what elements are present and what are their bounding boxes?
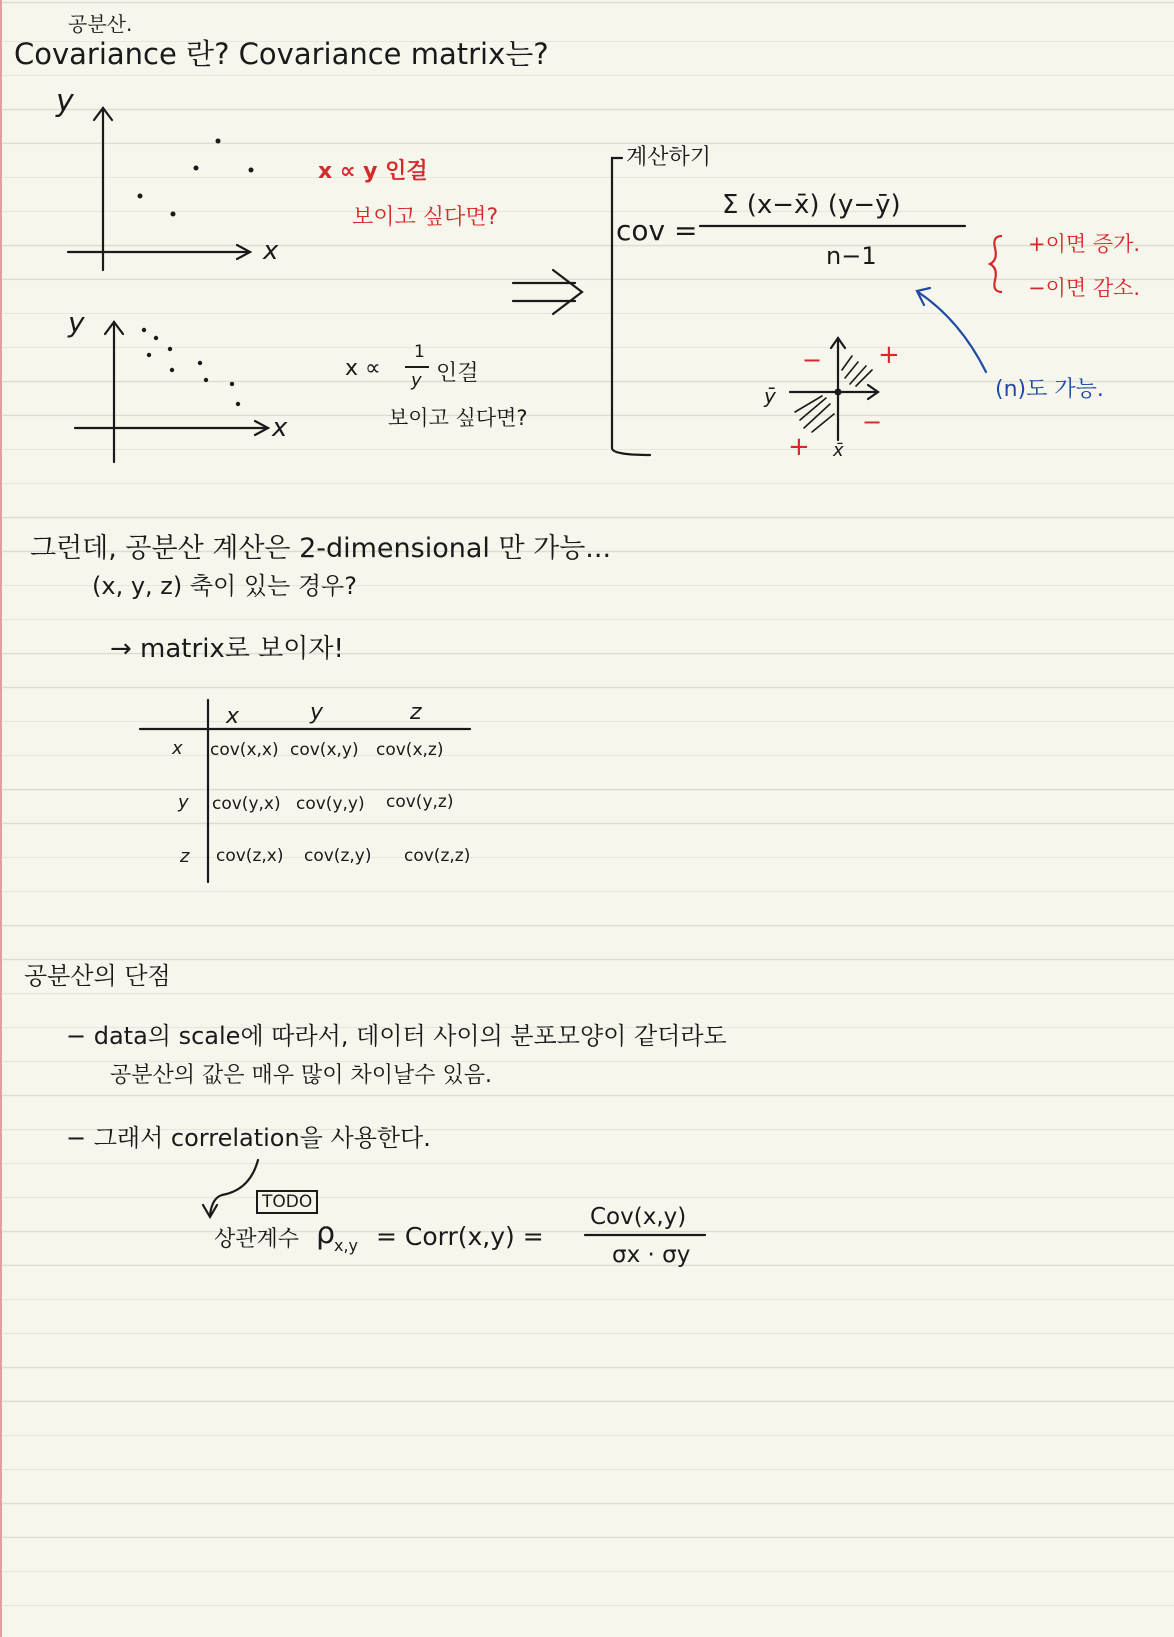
note2-numerator: 1 <box>414 342 425 362</box>
correlation-denominator: σx · σy <box>612 1242 691 1268</box>
quadrant-ybar-label: ȳ <box>764 384 776 408</box>
plot2-dot <box>170 368 174 372</box>
quadrant-minus-bottom-right: − <box>862 408 883 436</box>
sign-brace <box>990 236 1002 292</box>
matrix-cell: cov(z,z) <box>404 846 471 866</box>
matrix-row-label-x: x <box>172 738 183 759</box>
quadrant-plus-top-right: + <box>878 340 900 370</box>
plot2-x-label: x <box>272 413 288 443</box>
cov-denominator: n−1 <box>826 242 877 270</box>
disadvantage-heading: 공분산의 단점 <box>24 962 171 990</box>
matrix-row-label-z: z <box>180 846 190 867</box>
plot2-dot <box>198 361 202 365</box>
quadrant-minus-top-left: − <box>802 346 823 374</box>
plot1-dot <box>171 212 176 217</box>
correlation-rho: ρ <box>316 1216 336 1251</box>
plot1-dot <box>194 166 199 171</box>
correlation-label: 상관계수 <box>214 1227 300 1252</box>
korean-title: 공분산. <box>68 12 133 36</box>
matrix-cell: cov(x,x) <box>210 740 279 760</box>
quadrant-origin-dot <box>835 389 842 396</box>
matrix-cell: cov(z,x) <box>216 846 284 866</box>
dimension-note-line3: → matrix로 보이자! <box>110 634 344 664</box>
page-title: Covariance 란? Covariance matrix는? <box>14 37 549 71</box>
matrix-col-header-y: y <box>310 700 324 725</box>
plot2-dot <box>168 347 172 351</box>
correlation-rho-subscript: x,y <box>334 1236 359 1255</box>
matrix-cell: cov(x,y) <box>290 740 359 760</box>
quadrant-plus-bottom-left: + <box>788 432 810 462</box>
matrix-col-header-z: z <box>410 700 422 725</box>
note1-line2: 보이고 싶다면? <box>352 205 499 230</box>
plot2-dot <box>154 336 158 340</box>
correlation-equation: = Corr(x,y) = <box>376 1222 544 1251</box>
plot2-dot <box>236 402 240 406</box>
matrix-cell: cov(y,y) <box>296 794 365 814</box>
plot1-dot <box>138 194 143 199</box>
quadrant-xbar-label: x̄ <box>833 440 844 461</box>
plot2-dot <box>142 328 146 332</box>
sign-positive-note: +이면 증가. <box>1028 232 1141 256</box>
matrix-cell: cov(z,y) <box>304 846 372 866</box>
n-alternative-note: (n)도 가능. <box>995 377 1104 402</box>
plot1-y-label: y <box>56 84 74 119</box>
note2-denominator: y <box>411 370 422 391</box>
matrix-cell: cov(y,x) <box>212 794 281 814</box>
cov-numerator: Σ (x−x̄) (y−ȳ) <box>722 190 901 220</box>
dimension-note-line1: 그런데, 공분산 계산은 2-dimensional 만 가능... <box>30 533 612 564</box>
plot1-dot <box>216 139 221 144</box>
dimension-note-line2: (x, y, z) 축이 있는 경우? <box>92 572 357 600</box>
implies-arrow-head <box>553 270 582 314</box>
calc-title: 계산하기 <box>626 145 712 170</box>
plot2-dot <box>147 353 151 357</box>
matrix-row-label-y: y <box>178 792 189 813</box>
calc-bracket <box>612 158 650 455</box>
plot2-dot <box>230 382 234 386</box>
n-note-arrow <box>918 292 986 372</box>
quadrant-hatch-bl <box>795 396 834 432</box>
todo-badge: TODO <box>256 1190 318 1214</box>
note2-suffix: 인걸 <box>436 361 479 386</box>
matrix-col-header-x: x <box>226 704 240 729</box>
plot2-dot <box>204 378 208 382</box>
note2-prefix: x ∝ <box>345 356 381 381</box>
plot1-dot <box>249 168 254 173</box>
matrix-cell: cov(x,z) <box>376 740 444 760</box>
disadvantage-bullet1-line2: 공분산의 값은 매우 많이 차이날수 있음. <box>110 1063 492 1088</box>
plot2-y-label: y <box>68 306 85 339</box>
matrix-cell: cov(y,z) <box>386 792 454 812</box>
quadrant-hatch-tr <box>842 356 872 386</box>
cov-label: cov = <box>616 214 698 247</box>
note1-line1: x ∝ y 인걸 <box>318 159 428 184</box>
note2-line2: 보이고 싶다면? <box>388 406 528 430</box>
plot1-x-label: x <box>263 236 279 266</box>
correlation-numerator: Cov(x,y) <box>590 1204 687 1230</box>
disadvantage-bullet1-line1: − data의 scale에 따라서, 데이터 사이의 분포모양이 같더라도 <box>66 1022 727 1050</box>
note2-fraction-bar <box>405 366 429 368</box>
disadvantage-bullet2: − 그래서 correlation을 사용한다. <box>66 1124 431 1152</box>
sign-negative-note: −이면 감소. <box>1028 276 1141 300</box>
